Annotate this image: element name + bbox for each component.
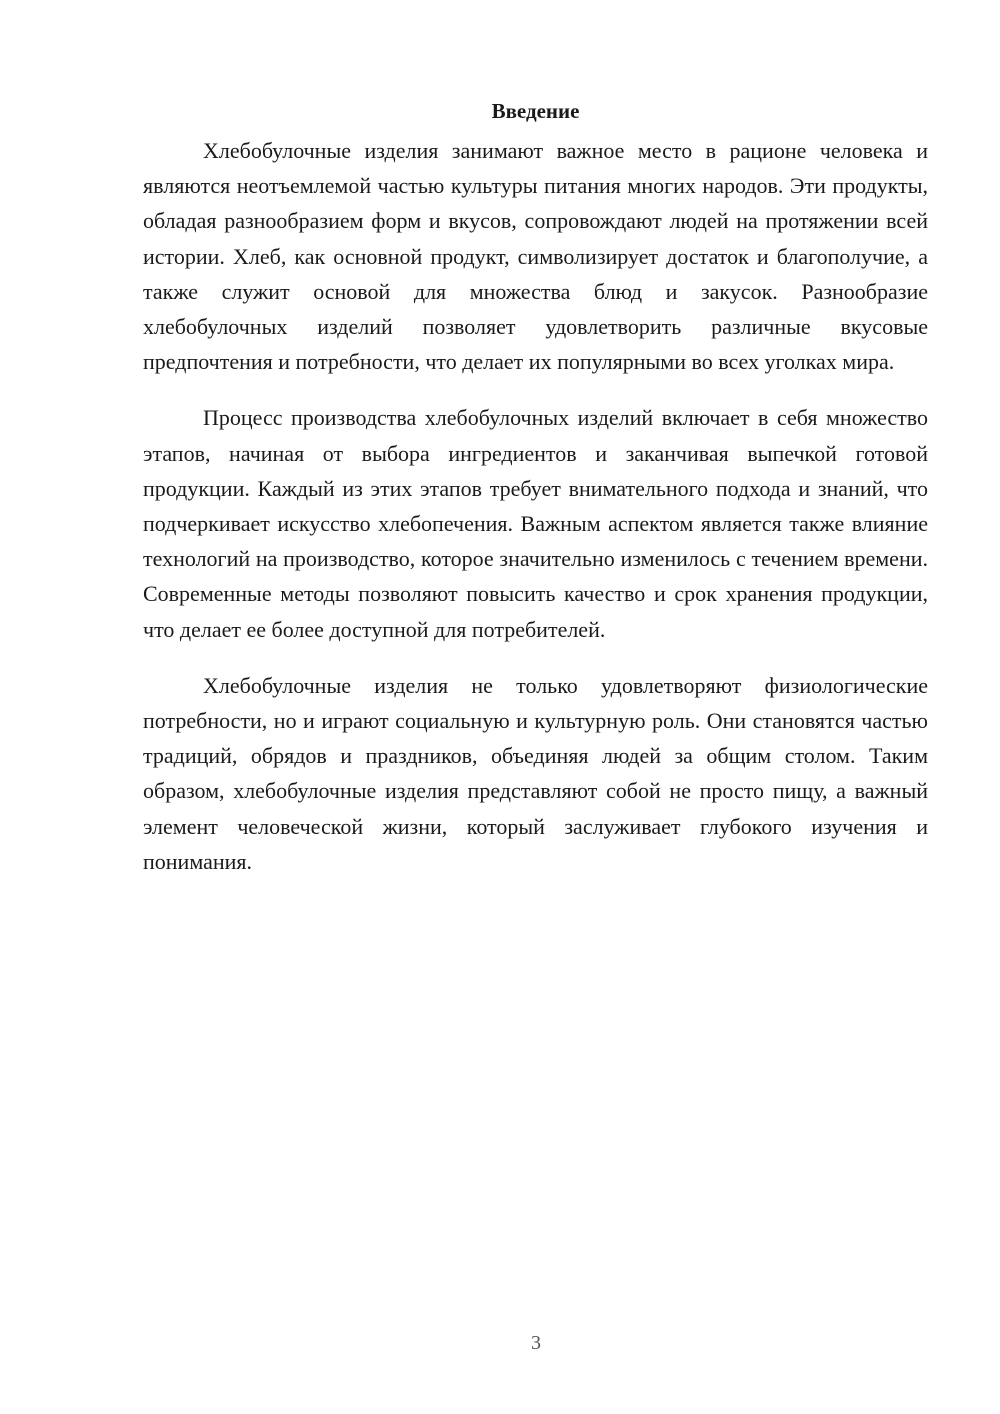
paragraph-2: Процесс производства хлебобулочных изделий включает в себя множество этапов, начиная от выбора ингредиентов и заканчивая выпечкой готовой продукции. Каждый из этих этапов требует внимательного подхода и знаний, что подчеркивает искусство хлебопечения. Важным аспектом является также влияние технологий на производство, которое значительно изменилось с течением времени. Современные методы позволяют повысить качество и срок хранения продукции, что делает ее более доступной для потребителей. [143,405,928,642]
page-number: 3 [531,1332,541,1354]
page-content [143,94,928,900]
paragraph-3: Хлебобулочные изделия не только удовлетворяют физиологические потребности, но и играют социальную и культурную роль. Они становятся частью традиций, обрядов и праздников, объединяя людей за общим столом. Таким образом, хлебобулочные изделия представляют собой не просто пищу, а важный элемент человеческой жизни, который заслуживает глубокого изучения и понимания. [143,672,928,874]
paragraph-1: Хлебобулочные изделия занимают важное место в рационе человека и являются неотъемлемой частью культуры питания многих народов. Эти продукты, обладая разнообразием форм и вкусов, сопровождают людей на протяжении всей истории. Хлеб, как основной продукт, символизирует достаток и благополучие, а также служит основой для множества блюд и закусок. Разнообразие хлебобулочных изделий позволяет удовлетворить различные вкусовые предпочтения и потребности, что делает их популярными во всех уголках мира. [143,138,928,375]
section-heading: Введение [491,99,580,123]
